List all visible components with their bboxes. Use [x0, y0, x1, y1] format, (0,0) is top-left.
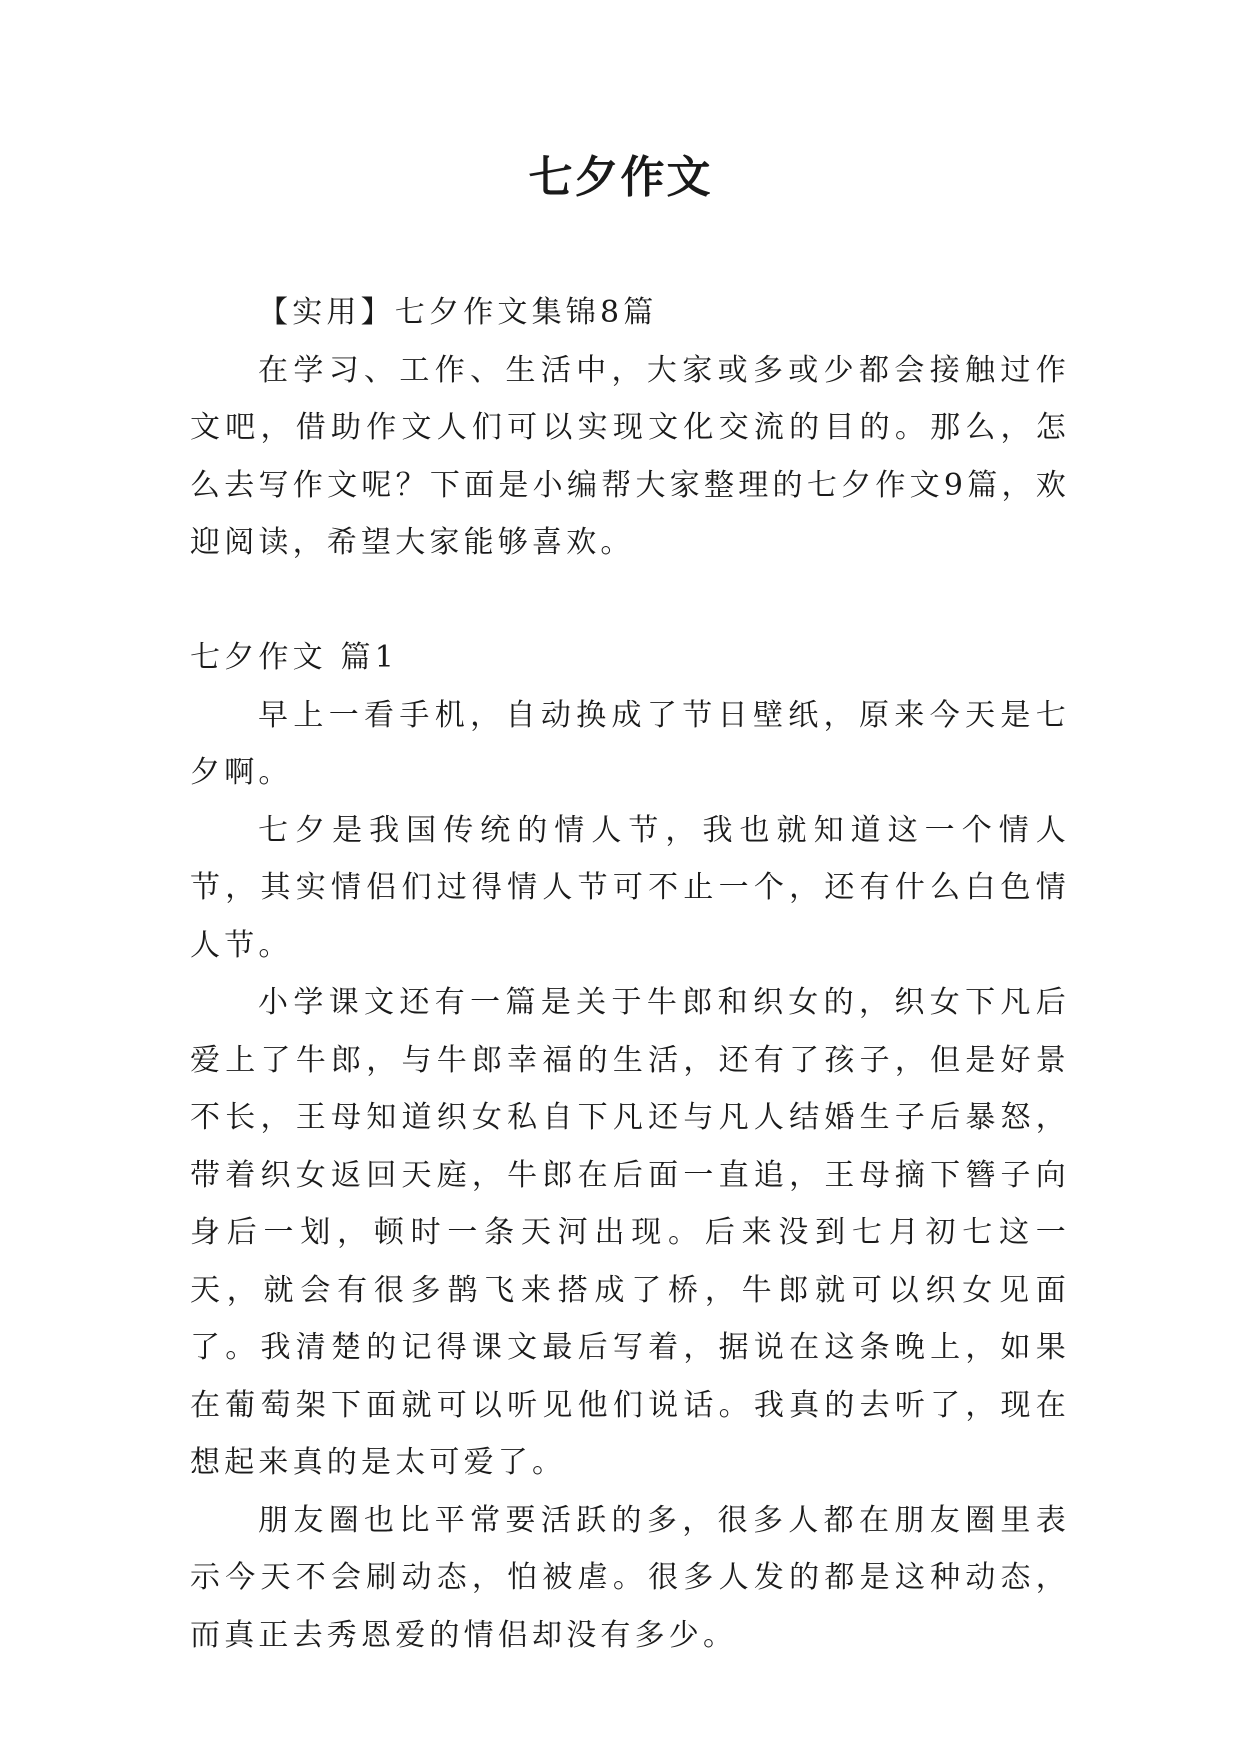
section-spacer	[190, 572, 1070, 630]
section-heading: 七夕作文 篇1	[190, 640, 399, 675]
document-title: 七夕作文	[528, 152, 713, 203]
intro-paragraph: 在学习、工作、生活中，大家或多或少都会接触过作文吧，借助作文人们可以实现文化交流的目的。那么，怎么去写作文呢？下面是小编帮大家整理的七夕作文9篇，欢迎阅读，希望大家能够喜欢。	[190, 352, 1070, 560]
body-paragraph-4: 朋友圈也比平常要活跃的多，很多人都在朋友圈里表示今天不会刷动态，怕被虐。很多人发的都是这种动态，而真正去秀恩爱的情侣却没有多少。	[190, 1502, 1070, 1653]
body-paragraph-3: 小学课文还有一篇是关于牛郎和织女的，织女下凡后爱上了牛郎，与牛郎幸福的生活，还有了孩子，但是好景不长，王母知道织女私自下凡还与凡人结婚生子后暴怒，带着织女返回天庭，牛郎在后面一直追，王母摘下簪子向身后一划，顿时一条天河出现。后来没到七月初七这一天，就会有很多鹊飞来搭成了桥，牛郎就可以织女见面了。我清楚的记得课文最后写着，据说在这条晚上，如果在葡萄架下面就可以听见他们说话。我真的去听了，现在想起来真的是太可爱了。	[190, 985, 1070, 1480]
document-body	[190, 284, 1070, 1664]
body-paragraph-2: 七夕是我国传统的情人节，我也就知道这一个情人节，其实情侣们过得情人节可不止一个，还有什么白色情人节。	[190, 812, 1070, 963]
body-paragraph-1: 早上一看手机，自动换成了节日壁纸，原来今天是七夕啊。	[190, 697, 1070, 790]
document-subtitle: 【实用】七夕作文集锦8篇	[258, 295, 658, 330]
